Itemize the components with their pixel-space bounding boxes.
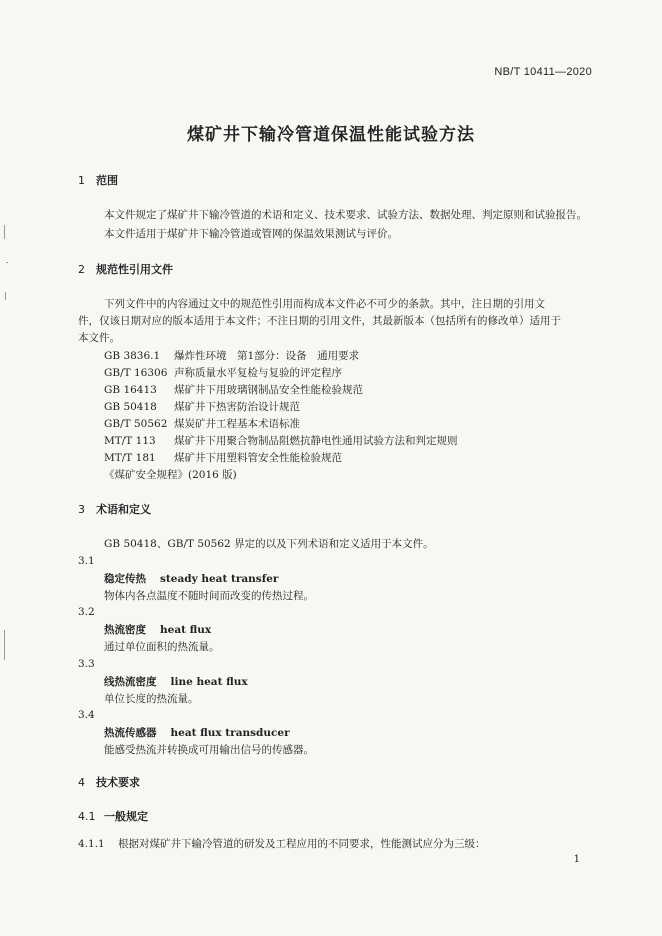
term-en: heat flux [160, 624, 212, 636]
section-3-heading [78, 503, 151, 516]
section-2-title: 规范性引用文件 [96, 263, 173, 276]
section-2-heading [78, 263, 173, 276]
subsection-4-1-number: 4.1 [78, 810, 96, 823]
reference-code: GB 16413 [104, 384, 157, 396]
section-3-title: 术语和定义 [96, 503, 151, 516]
section-4-heading [78, 776, 140, 789]
section-3-intro: GB 50418、GB/T 50562 界定的以及下列术语和定义适用于本文件。 [104, 538, 434, 550]
scan-mark [4, 630, 5, 660]
term-number: 3.3 [78, 658, 95, 670]
term-en: heat flux transducer [170, 727, 290, 739]
term-en: line heat flux [170, 676, 248, 688]
term-name [104, 676, 248, 689]
reference-item [104, 401, 300, 414]
reference-item [104, 350, 359, 363]
reference-title: 煤矿井下用聚合物制品阻燃抗静电性通用试验方法和判定规则 [174, 435, 458, 447]
reference-title: 煤矿井下用玻璃钢制品安全性能检验规范 [174, 384, 363, 396]
subsection-4-1-heading [78, 810, 148, 823]
reference-item [104, 367, 342, 380]
reference-title: 爆炸性环境 第1部分：设备 通用要求 [174, 350, 360, 362]
clause-text: 根据对煤矿井下输冷管道的研发及工程应用的不同要求，性能测试应分为三级： [118, 838, 486, 850]
section-2-intro-line-3: 本文件。 [78, 332, 120, 344]
section-1-number: 1 [78, 174, 85, 187]
term-number: 3.1 [78, 555, 95, 567]
term-name [104, 727, 290, 740]
reference-code: GB 50418 [104, 401, 157, 413]
reference-code: MT/T 181 [104, 452, 156, 464]
reference-item-regulation: 《煤矿安全规程》(2016 版) [104, 469, 237, 481]
reference-title: 煤矿井下热害防治设计规范 [174, 401, 300, 413]
section-1-paragraph-1: 本文件规定了煤矿井下输冷管道的术语和定义、技术要求、试验方法、数据处理、判定原则和试验报告。 [104, 209, 587, 221]
term-zh: 线热流密度 [104, 676, 157, 688]
term-zh: 稳定传热 [104, 573, 146, 585]
reference-item [104, 452, 342, 465]
section-4-title: 技术要求 [96, 776, 140, 789]
reference-title: 煤炭矿井工程基本术语标准 [174, 418, 300, 430]
reference-code: MT/T 113 [104, 435, 156, 447]
term-name [104, 624, 211, 637]
term-zh: 热流密度 [104, 624, 146, 636]
document-title: 煤矿井下输冷管道保温性能试验方法 [187, 125, 475, 145]
reference-item [104, 418, 300, 431]
term-zh: 热流传感器 [104, 727, 157, 739]
page-number: 1 [573, 854, 580, 865]
subsection-4-1-title: 一般规定 [104, 810, 148, 823]
reference-code: GB/T 16306 [104, 367, 168, 379]
reference-item [104, 435, 458, 448]
scan-mark [6, 262, 8, 263]
term-definition: 能感受热流并转换成可用输出信号的传感器。 [104, 744, 314, 756]
term-definition: 单位长度的热流量。 [104, 693, 199, 705]
section-2-intro-line-2: 件，仅该日期对应的版本适用于本文件；不注日期的引用文件，其最新版本（包括所有的修改单）适用于 [78, 315, 561, 327]
term-number: 3.4 [78, 709, 95, 721]
reference-title: 声称质量水平复检与复验的评定程序 [174, 367, 342, 379]
term-name [104, 573, 278, 586]
section-4-number: 4 [78, 776, 85, 789]
section-1-title: 范围 [96, 174, 118, 187]
clause-4-1-1 [78, 838, 486, 851]
term-definition: 通过单位面积的热流量。 [104, 641, 220, 653]
reference-code: GB/T 50562 [104, 418, 168, 430]
section-3-number: 3 [78, 503, 85, 516]
reference-title: 煤矿井下用塑料管安全性能检验规范 [174, 452, 342, 464]
reference-item [104, 384, 363, 397]
section-2-number: 2 [78, 263, 85, 276]
scan-mark [5, 292, 6, 300]
term-en: steady heat transfer [160, 573, 279, 585]
term-definition: 物体内各点温度不随时间而改变的传热过程。 [104, 590, 314, 602]
section-2-intro-line-1: 下列文件中的内容通过文中的规范性引用而构成本文件必不可少的条款。其中，注日期的引用文 [104, 298, 545, 310]
section-1-paragraph-2: 本文件适用于煤矿井下输冷管道或管网的保温效果测试与评价。 [104, 228, 398, 240]
scan-mark [4, 225, 5, 239]
section-1-heading [78, 174, 118, 187]
term-number: 3.2 [78, 606, 95, 618]
reference-code: GB 3836.1 [104, 350, 161, 362]
standard-number: NB/T 10411—2020 [494, 66, 592, 78]
clause-number: 4.1.1 [78, 838, 105, 850]
